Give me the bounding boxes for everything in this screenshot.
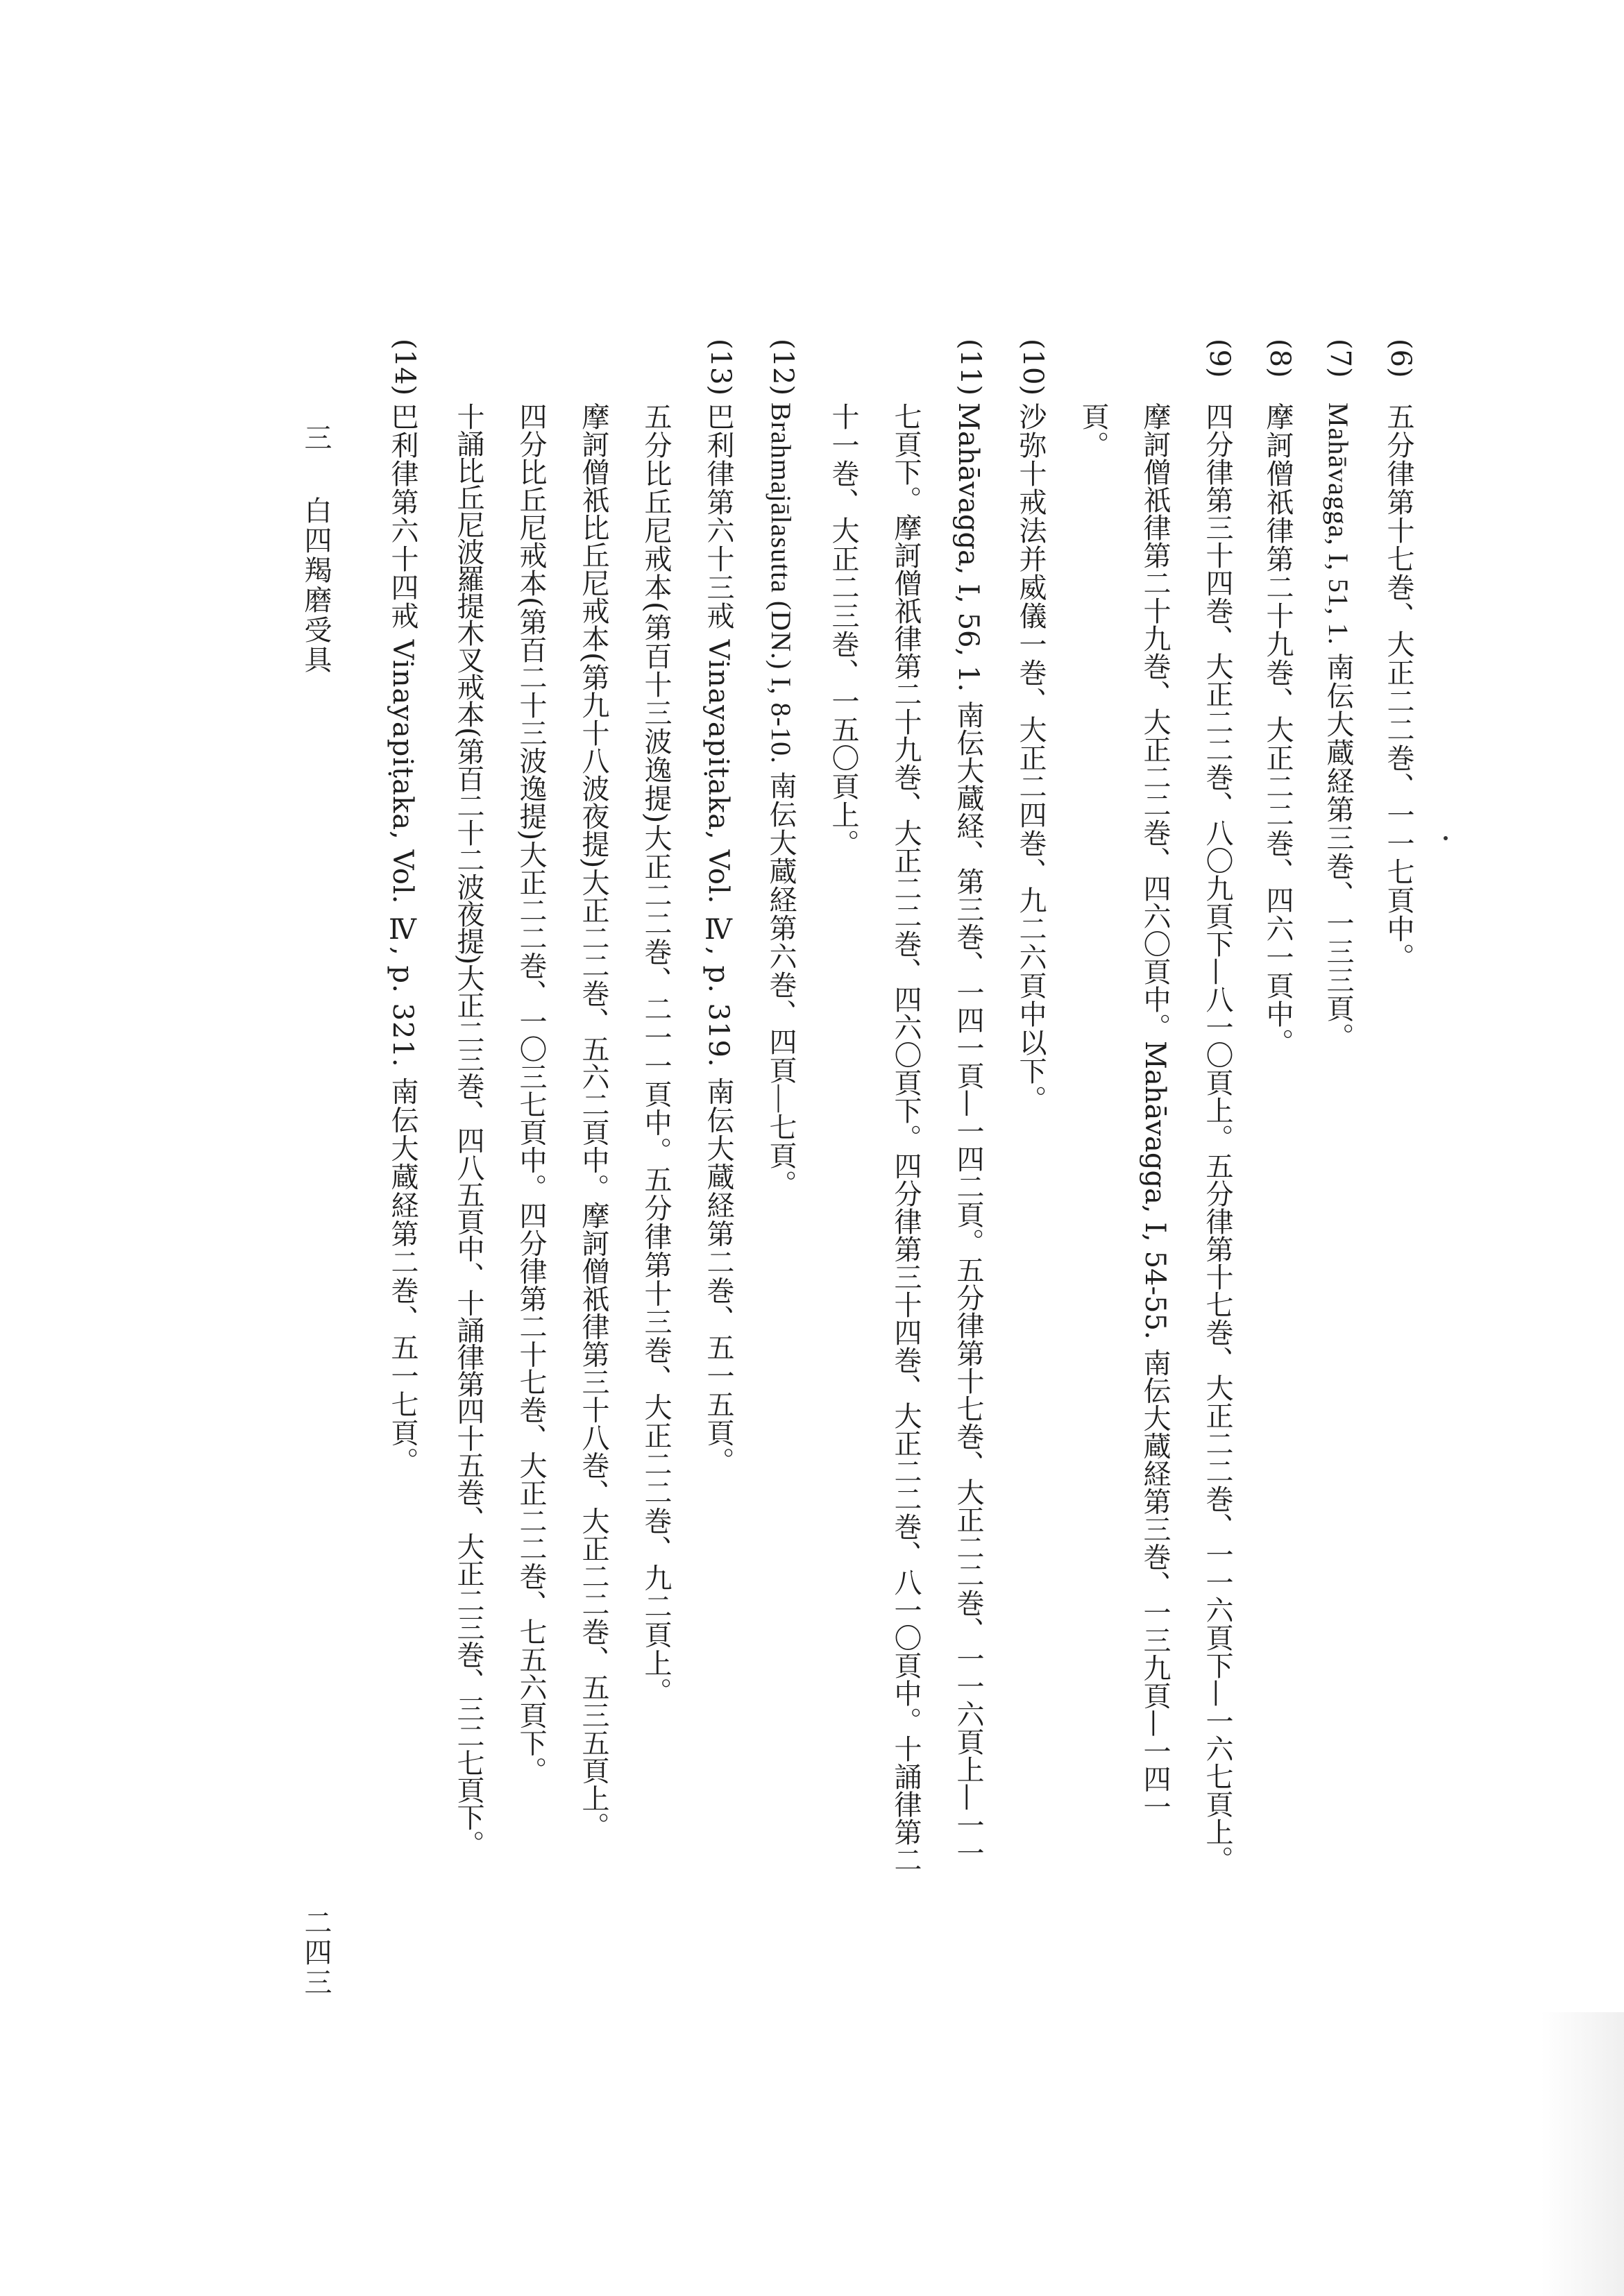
running-header-title: 白四羯磨受具	[300, 496, 332, 675]
note-line: 七頁下。摩訶僧祇律第二十九巻、大正二二巻、四六〇頁下。四分律第三十四巻、大正二二巻、八一〇頁中。十誦律第二	[890, 402, 922, 1873]
note-line: 巴利律第六十四戒 Vinayapiṭaka, Vol. Ⅳ, p. 321. 南伝大蔵経第二巻、五一七頁。	[387, 402, 418, 1476]
note-line: 巴利律第六十三戒 Vinayapiṭaka, Vol. Ⅳ, p. 319. 南伝大蔵経第二巻、五一五頁。	[702, 402, 734, 1476]
note-line: 摩訶僧祇律第二十九巻、大正二二巻、四六〇頁中。Mahāvagga, I, 54-55. 南伝大蔵経第三巻、一三九頁—一四一	[1139, 402, 1171, 1821]
note-number: (8)	[1264, 339, 1296, 378]
note-number: (10)	[1017, 339, 1049, 396]
note-line: 摩訶僧祇比丘尼戒本(第九十八波夜提)大正二二巻、五六二頁中。摩訶僧祇律第三十八巻、大正二二巻、五三五頁上。	[577, 402, 609, 1840]
note-line: 五分律第十七巻、大正二二巻、一一七頁中。	[1382, 402, 1414, 971]
note-number: (6)	[1385, 339, 1416, 378]
note-number: (13)	[704, 339, 736, 396]
ink-dot	[1444, 836, 1448, 840]
note-line: Brahmajālasutta (DN.) I, 8-10. 南伝大蔵経第六巻、四頁—七頁。	[766, 402, 797, 1198]
note-line: 摩訶僧祇律第二十九巻、大正二二巻、四六一頁中。	[1262, 402, 1294, 1057]
note-line: 十一巻、大正二三巻、一五〇頁上。	[827, 402, 859, 858]
note-number: (7)	[1324, 339, 1356, 378]
note-line: 頁。	[1077, 402, 1109, 459]
note-line: 十誦比丘尼波羅提木叉戒本(第百二十二波夜提)大正二三巻、四八五頁中、十誦律第四十五巻、大正二三巻、三二七頁下。	[452, 402, 484, 1857]
note-line: 四分律第三十四巻、大正二二巻、八〇九頁下—八一〇頁上。五分律第十七巻、大正二二巻、一一六頁下—一六七頁上。	[1201, 402, 1233, 1873]
note-number: (11)	[954, 339, 986, 396]
running-section-number: 三	[300, 423, 332, 453]
note-line: Mahāvagga, I, 51, 1. 南伝大蔵経第三巻、一三三頁。	[1323, 402, 1354, 1051]
scan-edge-shadow	[1541, 2012, 1624, 2296]
page-number: 二四三	[300, 1908, 332, 1998]
note-number: (12)	[767, 339, 799, 396]
note-line: 四分比丘尼戒本(第百二十三波逸提)大正二二巻、一〇三七頁中。四分律第二十七巻、大正二二巻、七五六頁下。	[515, 402, 547, 1785]
note-line: 沙弥十戒法并威儀一巻、大正二四巻、九二六頁中以下。	[1015, 402, 1047, 1114]
note-line: Mahāvagga, I, 56, 1. 南伝大蔵経、第三巻、一四一頁—一四二頁。五分律第十七巻、大正二二巻、一一六頁上—一一	[952, 402, 984, 1866]
note-number: (14)	[389, 339, 421, 396]
note-number: (9)	[1203, 339, 1235, 378]
note-line: 五分比丘尼戒本(第百十三波逸提)大正二二巻、二一一頁中。五分律第十三巻、大正二二巻、九二頁上。	[640, 402, 672, 1706]
